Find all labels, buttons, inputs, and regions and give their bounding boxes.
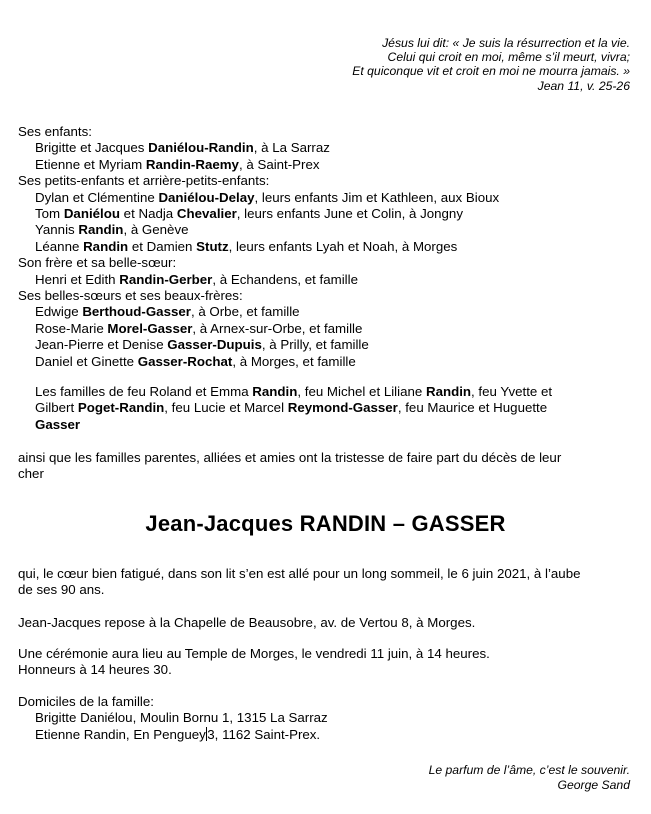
text-segment: , feu Yvette et (471, 384, 553, 399)
text-segment: , à Morges, et famille (232, 353, 356, 369)
text-segment: Jean 11, v. 25-26 (537, 78, 630, 93)
text-segment: et Damien (128, 238, 197, 254)
text-segment: qui, le cœur bien fatigué, dans son lit s’en est allé pour un long sommeil, le 6 juin 2021, à l’aube (18, 566, 581, 581)
text-segment: Daniel et Ginette (35, 353, 138, 369)
deceased-name-title: Jean-Jacques RANDIN – GASSER (145, 511, 506, 536)
text-segment: Les familles de feu Roland et Emma (35, 384, 253, 399)
text-line (18, 450, 561, 466)
text-line (18, 566, 581, 582)
text-segment: Ses enfants: (18, 124, 92, 139)
family-name-bold: Randin (83, 238, 129, 254)
family-name-bold: Daniélou (63, 206, 120, 222)
text-segment: George Sand (557, 778, 630, 792)
text-segment: Domiciles de la famille: (18, 694, 154, 709)
text-segment: Celui qui croit en moi, même s’il meurt, vivra; (387, 50, 630, 65)
text-segment: , à Prilly, et famille (261, 337, 369, 353)
text-segment: et Nadja (119, 206, 177, 222)
text-segment: Honneurs à 14 heures 30. (18, 662, 172, 678)
family-name-bold: Randin (425, 384, 472, 399)
text-line (35, 417, 552, 433)
family-name-bold: Stutz (196, 238, 229, 254)
text-segment: Henri et Edith (35, 271, 120, 287)
text-line (18, 272, 499, 288)
text-segment: Brigitte et Jacques (35, 140, 149, 156)
text-segment: Son frère et sa belle-sœur: (18, 255, 177, 271)
text-line (18, 190, 499, 206)
family-name-bold: Reymond-Gasser (287, 400, 398, 416)
text-segment: Ses petits-enfants et arrière-petits-enfants: (18, 173, 270, 189)
text-segment: Léanne (35, 238, 84, 254)
text-line (352, 79, 630, 93)
text-segment: Yannis (35, 222, 79, 238)
family-name-bold: Gasser (35, 416, 81, 432)
text-line (352, 64, 630, 78)
ceremony-paragraph (18, 646, 490, 679)
text-segment: Etienne et Myriam (35, 156, 146, 172)
text-line (18, 466, 561, 482)
text-line (18, 354, 499, 370)
text-line (18, 646, 490, 662)
text-line (18, 288, 499, 304)
family-name-bold: Gasser-Rochat (137, 353, 233, 369)
text-segment: , à Saint-Prex (238, 156, 320, 172)
text-line (18, 140, 499, 156)
text-line (18, 157, 499, 173)
text-segment: Etienne Randin, En Penguey (35, 726, 206, 742)
announcement-paragraph (18, 450, 561, 483)
family-name-bold: Randin (78, 222, 124, 238)
text-line (18, 206, 499, 222)
text-line (18, 710, 328, 726)
text-segment: , à Genève (123, 222, 189, 238)
text-line (35, 400, 552, 416)
text-segment: Jean-Pierre et Denise (35, 337, 168, 353)
text-line (18, 239, 499, 255)
text-line (352, 36, 630, 50)
repose-location-paragraph (18, 615, 475, 631)
text-segment: Et quiconque vit et croit en moi ne mourra jamais. » (352, 64, 630, 79)
death-details-paragraph (18, 566, 581, 599)
text-segment: Jésus lui dit: « Je suis la résurrection et la vie. (382, 36, 630, 50)
text-segment: cher (18, 466, 44, 482)
text-segment: Dylan et Clémentine (35, 189, 159, 205)
text-line (18, 173, 499, 189)
family-name-bold: Gasser-Dupuis (167, 337, 262, 353)
text-segment: , feu Lucie et Marcel (164, 400, 288, 416)
text-line (429, 778, 630, 793)
text-line (18, 222, 499, 238)
text-segment: , feu Maurice et Huguette (397, 400, 548, 416)
family-name-bold: Chevalier (176, 206, 237, 222)
text-segment: ainsi que les familles parentes, alliées et amies ont la tristesse de faire part du décès de leur (18, 450, 562, 465)
text-segment: , feu Michel et Liliane (297, 384, 426, 399)
text-line (18, 337, 499, 353)
text-segment: , leurs enfants Lyah et Noah, à Morges (228, 238, 458, 254)
text-line (18, 124, 499, 140)
family-name-bold: Berthoud-Gasser (82, 304, 191, 320)
text-segment: Edwige (35, 304, 83, 320)
text-segment: Rose-Marie (35, 320, 108, 336)
family-name-bold: Randin (252, 384, 298, 399)
closing-quote (429, 763, 630, 793)
family-name-bold: Randin-Gerber (119, 271, 213, 287)
late-families-paragraph (35, 384, 552, 433)
text-segment: , à Echandens, et famille (212, 271, 358, 287)
scripture-quote (352, 36, 630, 93)
text-segment: Gilbert (35, 400, 78, 416)
family-name-bold: Randin-Raemy (145, 156, 239, 172)
text-line (18, 321, 499, 337)
text-segment: Jean-Jacques repose à la Chapelle de Beausobre, av. de Vertou 8, à Morges. (18, 615, 476, 630)
text-line (18, 582, 581, 598)
text-line (18, 694, 328, 710)
family-name-bold: Daniélou-Randin (148, 140, 254, 156)
text-segment: Tom (35, 206, 64, 222)
text-line (35, 384, 552, 400)
text-line (18, 304, 499, 320)
text-segment: Brigitte Daniélou, Moulin Bornu 1, 1315 La Sarraz (35, 710, 328, 726)
text-segment: , à La Sarraz (253, 140, 330, 156)
family-name-bold: Daniélou-Delay (158, 189, 255, 205)
text-segment: , à Arnex-sur-Orbe, et famille (192, 320, 363, 336)
text-segment: Une cérémonie aura lieu au Temple de Morges, le vendredi 11 juin, à 14 heures. (18, 646, 490, 661)
text-segment: Ses belles-sœurs et ses beaux-frères: (18, 288, 243, 304)
family-name-bold: Morel-Gasser (107, 320, 193, 336)
text-line (18, 727, 328, 743)
text-line (18, 255, 499, 271)
text-segment: , à Orbe, et famille (190, 304, 300, 320)
text-segment: de ses 90 ans. (18, 582, 105, 598)
text-line (18, 662, 490, 678)
family-name-bold: Poget-Randin (77, 400, 165, 416)
text-line (18, 615, 475, 631)
text-line (352, 50, 630, 64)
text-segment: 3, 1162 Saint-Prex. (207, 726, 321, 742)
family-members-list (18, 124, 499, 370)
text-line (429, 763, 630, 778)
text-segment: , leurs enfants June et Colin, à Jongny (236, 206, 463, 222)
text-segment: Le parfum de l’âme, c’est le souvenir. (428, 763, 630, 777)
family-domiciles-list (18, 694, 328, 743)
text-segment: , leurs enfants Jim et Kathleen, aux Bioux (254, 189, 500, 205)
